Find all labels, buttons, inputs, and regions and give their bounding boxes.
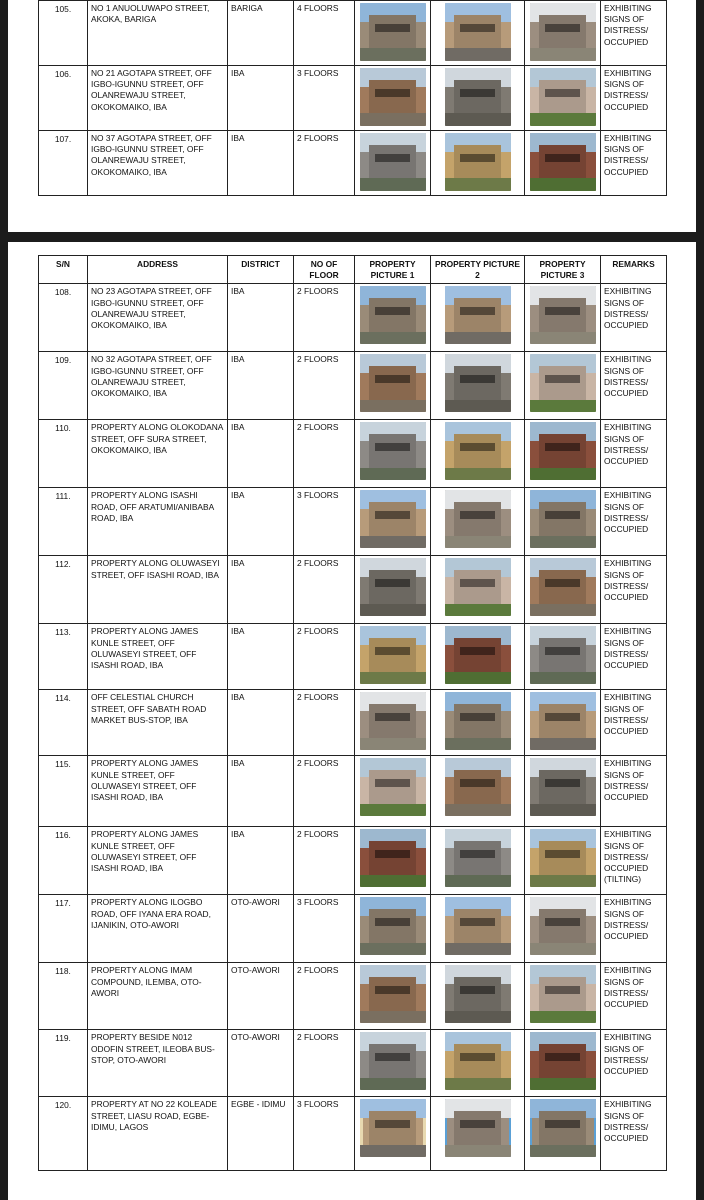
picture-2-cell bbox=[431, 352, 525, 420]
property-photo bbox=[530, 758, 596, 816]
picture-2-cell bbox=[431, 1097, 525, 1171]
property-photo bbox=[530, 286, 596, 344]
district-cell: IBA bbox=[228, 624, 294, 690]
property-photo bbox=[530, 1032, 596, 1090]
serial-number: 116. bbox=[39, 827, 88, 895]
serial-number: 120. bbox=[39, 1097, 88, 1171]
picture-3-cell bbox=[525, 1097, 601, 1171]
serial-number: 112. bbox=[39, 556, 88, 624]
header-address: ADDRESS bbox=[88, 256, 228, 284]
property-photo bbox=[445, 1099, 511, 1157]
header-district: DISTRICT bbox=[228, 256, 294, 284]
property-photo bbox=[530, 133, 596, 191]
property-photo bbox=[445, 68, 511, 126]
picture-3-cell bbox=[525, 756, 601, 827]
header-floor: NO OF FLOOR bbox=[294, 256, 355, 284]
picture-1-cell bbox=[355, 895, 431, 963]
address-cell: PROPERTY BESIDE N012 ODOFIN STREET, ILEOBA BUS-STOP, OTO-AWORI bbox=[88, 1030, 228, 1097]
serial-number: 108. bbox=[39, 284, 88, 352]
header-picture-2: PROPERTY PICTURE 2 bbox=[431, 256, 525, 284]
property-photo bbox=[360, 692, 426, 750]
district-cell: IBA bbox=[228, 352, 294, 420]
picture-1-cell bbox=[355, 624, 431, 690]
property-photo bbox=[445, 133, 511, 191]
picture-3-cell bbox=[525, 690, 601, 756]
property-photo bbox=[445, 286, 511, 344]
remarks-cell: EXHIBITING SIGNS OF DISTRESS/ OCCUPIED bbox=[601, 284, 667, 352]
picture-3-cell bbox=[525, 352, 601, 420]
table-row bbox=[39, 66, 667, 131]
picture-2-cell bbox=[431, 1, 525, 66]
picture-3-cell bbox=[525, 556, 601, 624]
remarks-cell: EXHIBITING SIGNS OF DISTRESS/ OCCUPIED bbox=[601, 624, 667, 690]
picture-1-cell bbox=[355, 131, 431, 196]
table-row bbox=[39, 1, 667, 66]
picture-2-cell bbox=[431, 690, 525, 756]
address-cell: NO 21 AGOTAPA STREET, OFF IGBO-IGUNNU STREET, OFF OLANREWAJU STREET, OKOKOMAIKO, IBA bbox=[88, 66, 228, 131]
property-photo bbox=[360, 1099, 426, 1157]
district-cell: IBA bbox=[228, 488, 294, 556]
district-cell: IBA bbox=[228, 66, 294, 131]
serial-number: 109. bbox=[39, 352, 88, 420]
property-photo bbox=[360, 897, 426, 955]
picture-1-cell bbox=[355, 488, 431, 556]
picture-2-cell bbox=[431, 131, 525, 196]
picture-2-cell bbox=[431, 1030, 525, 1097]
picture-1-cell bbox=[355, 690, 431, 756]
floors-cell: 3 FLOORS bbox=[294, 895, 355, 963]
document-page-1 bbox=[8, 0, 696, 232]
district-cell: IBA bbox=[228, 284, 294, 352]
property-photo bbox=[360, 3, 426, 61]
table-row bbox=[39, 963, 667, 1030]
property-photo bbox=[530, 965, 596, 1023]
district-cell: EGBE - IDIMU bbox=[228, 1097, 294, 1171]
picture-3-cell bbox=[525, 131, 601, 196]
header-remarks: REMARKS bbox=[601, 256, 667, 284]
floors-cell: 2 FLOORS bbox=[294, 624, 355, 690]
property-photo bbox=[360, 68, 426, 126]
property-photo bbox=[530, 558, 596, 616]
picture-2-cell bbox=[431, 963, 525, 1030]
picture-2-cell bbox=[431, 756, 525, 827]
picture-2-cell bbox=[431, 556, 525, 624]
property-table-2 bbox=[38, 255, 667, 1171]
table-row bbox=[39, 1030, 667, 1097]
remarks-cell: EXHIBITING SIGNS OF DISTRESS/ OCCUPIED bbox=[601, 756, 667, 827]
property-photo bbox=[445, 758, 511, 816]
district-cell: OTO-AWORI bbox=[228, 963, 294, 1030]
property-photo bbox=[360, 422, 426, 480]
header-row bbox=[39, 256, 667, 284]
district-cell: IBA bbox=[228, 420, 294, 488]
property-photo bbox=[445, 422, 511, 480]
serial-number: 117. bbox=[39, 895, 88, 963]
serial-number: 118. bbox=[39, 963, 88, 1030]
table-row bbox=[39, 756, 667, 827]
district-cell: IBA bbox=[228, 131, 294, 196]
floors-cell: 3 FLOORS bbox=[294, 66, 355, 131]
table-row bbox=[39, 827, 667, 895]
property-photo bbox=[445, 490, 511, 548]
address-cell: NO 37 AGOTAPA STREET, OFF IGBO-IGUNNU STREET, OFF OLANREWAJU STREET, OKOKOMAIKO, IBA bbox=[88, 131, 228, 196]
picture-3-cell bbox=[525, 895, 601, 963]
address-cell: NO 1 ANUOLUWAPO STREET, AKOKA, BARIGA bbox=[88, 1, 228, 66]
picture-3-cell bbox=[525, 488, 601, 556]
property-photo bbox=[530, 626, 596, 684]
property-photo bbox=[360, 133, 426, 191]
remarks-cell: EXHIBITING SIGNS OF DISTRESS/ OCCUPIED bbox=[601, 352, 667, 420]
property-photo bbox=[360, 558, 426, 616]
property-photo bbox=[530, 897, 596, 955]
table-row bbox=[39, 420, 667, 488]
picture-3-cell bbox=[525, 66, 601, 131]
table-row bbox=[39, 624, 667, 690]
property-table-1 bbox=[38, 0, 667, 196]
address-cell: PROPERTY ALONG OLOKODANA STREET, OFF SURA STREET, OKOKOMAIKO, IBA bbox=[88, 420, 228, 488]
serial-number: 107. bbox=[39, 131, 88, 196]
floors-cell: 2 FLOORS bbox=[294, 1030, 355, 1097]
district-cell: OTO-AWORI bbox=[228, 1030, 294, 1097]
address-cell: PROPERTY AT NO 22 KOLEADE STREET, LIASU ROAD, EGBE-IDIMU, LAGOS bbox=[88, 1097, 228, 1171]
remarks-cell: EXHIBITING SIGNS OF DISTRESS/ OCCUPIED bbox=[601, 488, 667, 556]
property-photo bbox=[445, 829, 511, 887]
floors-cell: 2 FLOORS bbox=[294, 756, 355, 827]
picture-1-cell bbox=[355, 963, 431, 1030]
picture-2-cell bbox=[431, 624, 525, 690]
serial-number: 105. bbox=[39, 1, 88, 66]
floors-cell: 2 FLOORS bbox=[294, 556, 355, 624]
property-photo bbox=[445, 897, 511, 955]
district-cell: IBA bbox=[228, 827, 294, 895]
remarks-cell: EXHIBITING SIGNS OF DISTRESS/ OCCUPIED bbox=[601, 1097, 667, 1171]
picture-3-cell bbox=[525, 963, 601, 1030]
property-photo bbox=[530, 829, 596, 887]
picture-1-cell bbox=[355, 284, 431, 352]
property-photo bbox=[530, 422, 596, 480]
serial-number: 106. bbox=[39, 66, 88, 131]
property-photo bbox=[360, 490, 426, 548]
property-photo bbox=[360, 829, 426, 887]
address-cell: NO 23 AGOTAPA STREET, OFF IGBO-IGUNNU STREET, OFF OLANREWAJU STREET, OKOKOMAIKO, IBA bbox=[88, 284, 228, 352]
remarks-cell: EXHIBITING SIGNS OF DISTRESS/ OCCUPIED bbox=[601, 131, 667, 196]
serial-number: 119. bbox=[39, 1030, 88, 1097]
address-cell: PROPERTY ALONG OLUWASEYI STREET, OFF ISASHI ROAD, IBA bbox=[88, 556, 228, 624]
serial-number: 115. bbox=[39, 756, 88, 827]
remarks-cell: EXHIBITING SIGNS OF DISTRESS/ OCCUPIED bbox=[601, 556, 667, 624]
floors-cell: 3 FLOORS bbox=[294, 488, 355, 556]
address-cell: PROPERTY ALONG JAMES KUNLE STREET, OFF OLUWASEYI STREET, OFF ISASHI ROAD, IBA bbox=[88, 756, 228, 827]
picture-2-cell bbox=[431, 66, 525, 131]
picture-3-cell bbox=[525, 1, 601, 66]
property-photo bbox=[530, 354, 596, 412]
remarks-cell: EXHIBITING SIGNS OF DISTRESS/ OCCUPIED bbox=[601, 66, 667, 131]
district-cell: BARIGA bbox=[228, 1, 294, 66]
property-photo bbox=[445, 965, 511, 1023]
floors-cell: 2 FLOORS bbox=[294, 827, 355, 895]
address-cell: PROPERTY ALONG ISASHI ROAD, OFF ARATUMI/ANIBABA ROAD, IBA bbox=[88, 488, 228, 556]
property-photo bbox=[445, 1032, 511, 1090]
picture-1-cell bbox=[355, 420, 431, 488]
floors-cell: 2 FLOORS bbox=[294, 131, 355, 196]
serial-number: 110. bbox=[39, 420, 88, 488]
table-row bbox=[39, 352, 667, 420]
property-photo bbox=[360, 286, 426, 344]
address-cell: OFF CELESTIAL CHURCH STREET, OFF SABATH ROAD MARKET BUS-STOP, IBA bbox=[88, 690, 228, 756]
property-photo bbox=[530, 1099, 596, 1157]
property-photo bbox=[445, 354, 511, 412]
picture-1-cell bbox=[355, 556, 431, 624]
property-photo bbox=[530, 692, 596, 750]
floors-cell: 4 FLOORS bbox=[294, 1, 355, 66]
remarks-cell: EXHIBITING SIGNS OF DISTRESS/ OCCUPIED bbox=[601, 895, 667, 963]
address-cell: PROPERTY ALONG ILOGBO ROAD, OFF IYANA ERA ROAD, IJANIKIN, OTO-AWORI bbox=[88, 895, 228, 963]
picture-1-cell bbox=[355, 756, 431, 827]
table-row bbox=[39, 895, 667, 963]
picture-2-cell bbox=[431, 420, 525, 488]
table-row bbox=[39, 131, 667, 196]
picture-2-cell bbox=[431, 895, 525, 963]
picture-2-cell bbox=[431, 827, 525, 895]
remarks-cell: EXHIBITING SIGNS OF DISTRESS/ OCCUPIED (TILTING) bbox=[601, 827, 667, 895]
property-photo bbox=[445, 692, 511, 750]
header-sn: S/N bbox=[39, 256, 88, 284]
property-photo bbox=[445, 626, 511, 684]
serial-number: 114. bbox=[39, 690, 88, 756]
property-photo bbox=[360, 758, 426, 816]
table-row bbox=[39, 284, 667, 352]
address-cell: PROPERTY ALONG JAMES KUNLE STREET, OFF OLUWASEYI STREET, OFF ISASHI ROAD, IBA bbox=[88, 624, 228, 690]
picture-3-cell bbox=[525, 827, 601, 895]
floors-cell: 2 FLOORS bbox=[294, 690, 355, 756]
address-cell: PROPERTY ALONG JAMES KUNLE STREET, OFF OLUWASEYI STREET, OFF ISASHI ROAD, IBA bbox=[88, 827, 228, 895]
table-row bbox=[39, 556, 667, 624]
picture-2-cell bbox=[431, 488, 525, 556]
district-cell: IBA bbox=[228, 690, 294, 756]
property-photo bbox=[530, 490, 596, 548]
picture-1-cell bbox=[355, 66, 431, 131]
floors-cell: 3 FLOORS bbox=[294, 1097, 355, 1171]
property-photo bbox=[530, 68, 596, 126]
serial-number: 113. bbox=[39, 624, 88, 690]
table-row bbox=[39, 488, 667, 556]
picture-1-cell bbox=[355, 352, 431, 420]
header-picture-1: PROPERTY PICTURE 1 bbox=[355, 256, 431, 284]
picture-3-cell bbox=[525, 284, 601, 352]
header-picture-3: PROPERTY PICTURE 3 bbox=[525, 256, 601, 284]
remarks-cell: EXHIBITING SIGNS OF DISTRESS/ OCCUPIED bbox=[601, 690, 667, 756]
picture-3-cell bbox=[525, 420, 601, 488]
property-photo bbox=[360, 1032, 426, 1090]
remarks-cell: EXHIBITING SIGNS OF DISTRESS/ OCCUPIED bbox=[601, 963, 667, 1030]
district-cell: OTO-AWORI bbox=[228, 895, 294, 963]
remarks-cell: EXHIBITING SIGNS OF DISTRESS/ OCCUPIED bbox=[601, 1030, 667, 1097]
floors-cell: 2 FLOORS bbox=[294, 420, 355, 488]
district-cell: IBA bbox=[228, 556, 294, 624]
property-photo bbox=[445, 558, 511, 616]
document-page-2 bbox=[8, 242, 696, 1200]
picture-1-cell bbox=[355, 827, 431, 895]
property-photo bbox=[360, 965, 426, 1023]
property-photo bbox=[360, 354, 426, 412]
property-photo bbox=[360, 626, 426, 684]
table-row bbox=[39, 1097, 667, 1171]
picture-2-cell bbox=[431, 284, 525, 352]
address-cell: PROPERTY ALONG IMAM COMPOUND, ILEMBA, OTO-AWORI bbox=[88, 963, 228, 1030]
picture-1-cell bbox=[355, 1097, 431, 1171]
district-cell: IBA bbox=[228, 756, 294, 827]
picture-3-cell bbox=[525, 624, 601, 690]
picture-3-cell bbox=[525, 1030, 601, 1097]
floors-cell: 2 FLOORS bbox=[294, 963, 355, 1030]
table-row bbox=[39, 690, 667, 756]
remarks-cell: EXHIBITING SIGNS OF DISTRESS/ OCCUPIED bbox=[601, 420, 667, 488]
serial-number: 111. bbox=[39, 488, 88, 556]
property-photo bbox=[445, 3, 511, 61]
remarks-cell: EXHIBITING SIGNS OF DISTRESS/ OCCUPIED bbox=[601, 1, 667, 66]
property-photo bbox=[530, 3, 596, 61]
picture-1-cell bbox=[355, 1, 431, 66]
picture-1-cell bbox=[355, 1030, 431, 1097]
floors-cell: 2 FLOORS bbox=[294, 284, 355, 352]
floors-cell: 2 FLOORS bbox=[294, 352, 355, 420]
address-cell: NO 32 AGOTAPA STREET, OFF IGBO-IGUNNU STREET, OFF OLANREWAJU STREET, OKOKOMAIKO, IBA bbox=[88, 352, 228, 420]
